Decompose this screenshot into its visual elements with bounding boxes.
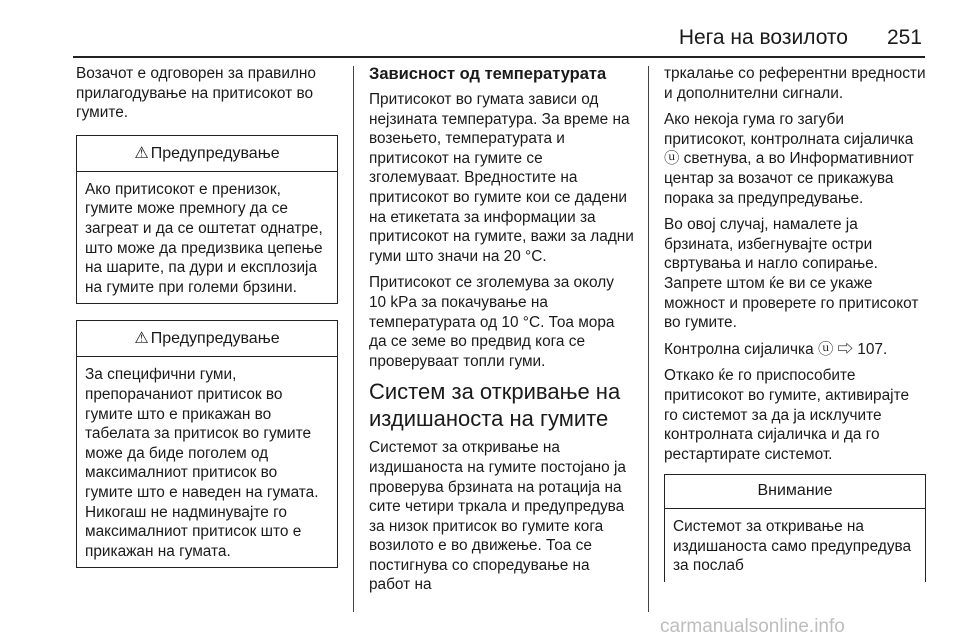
warning-box-2 <box>76 320 338 568</box>
warning-box-1-text: Ако притисокот е пренизок, гумите може премногу да се загреат и да се оштетат однатре, што може да предизвика цепење на шарите, па дури и експлозија на гумите при големи брзини. <box>85 180 323 296</box>
col3-paragraph-3: Во овој случај, намалете ја брзината, избегнувајте остри свртувања и нагло сопирање. Запрете штом ќе ви се укаже можност и проверете го притисокот во гумите. <box>664 216 919 332</box>
intro-paragraph: Возачот е одговорен за правилно прилагодување на притисокот во гумите. <box>76 65 316 122</box>
notice-box-text: Системот за откривање на издишаноста само предупредува за послаб <box>673 518 912 575</box>
warning-box-2-text: За специфични гуми, препорачаниот притисок во гумите што е прикажан во табелата за притисок во гумите може да биде поголем од максималниот притисок во гумите што е наведен на гумата. Никогаш не надминувајте го максималниот притисок што е прикажан на гумата. <box>85 366 319 560</box>
column-3 <box>664 64 926 582</box>
warning-box-1-header <box>77 136 337 172</box>
warning-triangle-icon: ⚠ <box>134 144 149 162</box>
warning-box-1-title: Предупредување <box>150 144 280 162</box>
warning-box-1 <box>76 135 338 305</box>
col3-paragraph-5: Откако ќе го приспособите притисокот во гумите, активирајте го системот за да ја исклучите контролната сијаличка и да го рестартирате системот. <box>664 367 910 463</box>
header-rule <box>73 56 925 58</box>
notice-box-title: Внимание <box>665 475 925 509</box>
warning-box-2-title: Предупредување <box>150 330 280 348</box>
column-divider-2 <box>648 66 649 612</box>
warning-box-2-header <box>77 321 337 357</box>
detection-system-paragraph: Системот за откривање на издишаноста на гумите постојано ја проверува брзината на ротација на сите четири тркала и предупредува за низок притисок во гумите кога возилото е во движење. Тоа се постигнува со споредување на работ на <box>369 439 626 594</box>
watermark: carmanualsonline.info <box>660 616 845 637</box>
col3-paragraph-2: Ако некоја гума го загуби притисокот, контролната сијаличка ⓤ светнува, а во Информативниот центар за возачот се прикажува порака за предупредување. <box>664 111 914 207</box>
section-title: Систем за откривање на издишаноста на гумите <box>369 379 621 432</box>
temperature-paragraph-1: Притисокот во гумата зависи од нејзината температура. За време на возењето, температурата и притисокот на гумите се зголемуваат. Вредностите на притисокот во гумите кои се дадени на етикетата за информации за притисокот на гумите, важи за ладни гуми што значи на 20 °C. <box>369 91 634 265</box>
temperature-paragraph-2: Притисокот се зголемува за околу 10 kPa за покачување на температурата од 10 °C. Тоа мора да се земе во предвид кога се проверуваат топли гуми. <box>369 274 615 370</box>
column-1 <box>76 64 338 568</box>
column-divider-1 <box>353 66 354 612</box>
page-number: 251 <box>886 26 922 49</box>
warning-triangle-icon: ⚠ <box>134 330 149 348</box>
column-2 <box>369 64 635 602</box>
page-header-title: Нега на возилото <box>678 26 848 49</box>
notice-box <box>664 474 926 582</box>
col3-paragraph-1: тркалање со референтни вредности и дополнителни сигнали. <box>664 65 926 102</box>
control-lamp-reference: Контролна сијаличка ⓤ ⇨ 107. <box>664 340 888 358</box>
temperature-heading: Зависност од температурата <box>369 65 607 83</box>
